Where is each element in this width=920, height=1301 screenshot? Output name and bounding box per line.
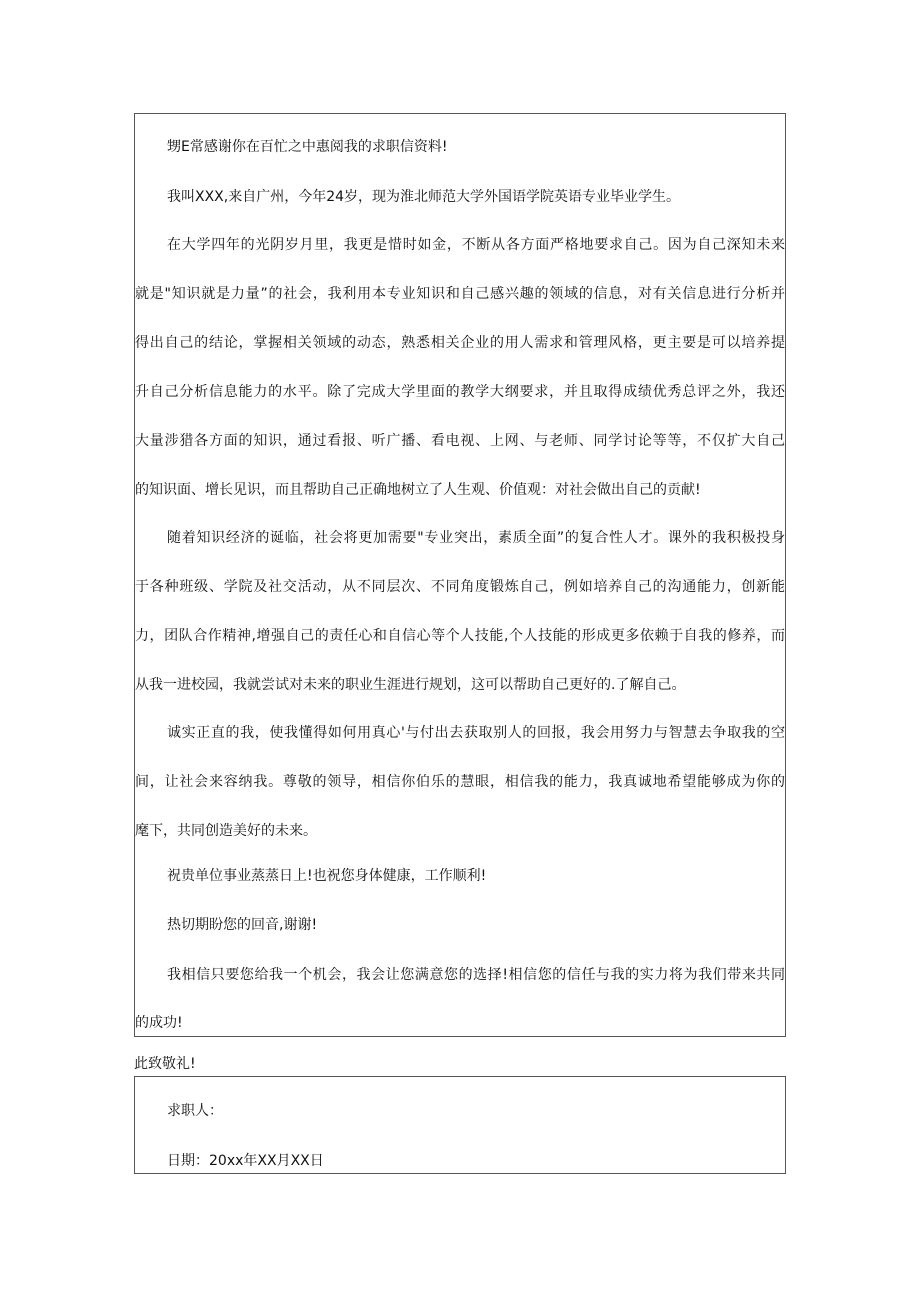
study-paragraph-line: 升自己分析信息能力的水平。除了完成大学里面的教学大纲要求，并且取得成绩优秀总评之外，我还	[135, 384, 785, 400]
hope-line: 热切期盼您的回音,谢谢!	[167, 917, 318, 933]
activities-paragraph-line: 随着知识经济的诞临，社会将更加需要"专业突出，素质全面”的复合性人才。课外的我积极投身	[167, 530, 785, 546]
study-paragraph-line: 在大学四年的光阴岁月里，我更是惜时如金，不断从各方面严格地要求自己。因为自己深知未来	[167, 237, 785, 253]
study-paragraph-line: 就是"知识就是力量”的社会，我利用本专业知识和自己感兴趣的领域的信息，对有关信息进行分析并	[135, 286, 785, 302]
activities-paragraph-line: 力，团队合作精神,增强自己的责任心和自信心等个人技能,个人技能的形成更多依赖于自我的修养，而	[135, 628, 785, 644]
honesty-paragraph-line: 麾下，共同创造美好的未来。	[135, 823, 317, 839]
intro-line: 我叫XXX,来自广州，今年24岁，现为淮北师范大学外国语学院英语专业毕业学生。	[167, 189, 681, 205]
study-paragraph-line: 大量涉猎各方面的知识，通过看报、听广播、看电视、上网、与老师、同学讨论等等，不仅扩大自己	[135, 433, 785, 449]
wish-line: 祝贵单位事业蒸蒸日上!也祝您身体健康，工作顺利!	[167, 868, 487, 884]
confidence-paragraph-line: 我相信只要您给我一个机会，我会让您满意您的选择!相信您的信任与我的实力将为我们带来共同	[167, 967, 785, 983]
closing-salutation: 此致敬礼!	[134, 1056, 196, 1072]
activities-paragraph-line: 从我一进校园，我就尝试对未来的职业生涯进行规划，这可以帮助自己更好的.了解自己。	[135, 677, 686, 693]
honesty-paragraph-line: 诚实正直的我，使我懂得如何用真心'与付出去获取别人的回报，我会用努力与智慧去争取我的空	[167, 725, 785, 741]
applicant-label: 求职人：	[167, 1103, 223, 1119]
study-paragraph-line: 得出自己的结论，掌握相关领域的动态，熟悉相关企业的用人需求和管理风格，更主要是可以培养提	[135, 335, 785, 351]
honesty-paragraph-line: 间，让社会来容纳我。尊敬的领导，相信你伯乐的慧眼，相信我的能力，我真诚地希望能够成为你的	[135, 774, 785, 790]
date-line: 日期：20xx年XX月XX日	[167, 1153, 324, 1169]
activities-paragraph-line: 于各种班级、学院及社交活动，从不同层次、不同角度锻炼自己，例如培养自己的沟通能力，创新能	[135, 579, 785, 595]
greeting-line: 甥E常感谢你在百忙之中惠阅我的求职信资料!	[167, 139, 448, 155]
study-paragraph-line: 的知识面、增长见识，而且帮助自己正确地树立了人生观、价值观：对社会做出自己的贡献!	[135, 482, 701, 498]
letter-body-box	[134, 113, 786, 1037]
confidence-paragraph-line: 的成功!	[135, 1015, 183, 1031]
signature-box	[134, 1076, 786, 1174]
